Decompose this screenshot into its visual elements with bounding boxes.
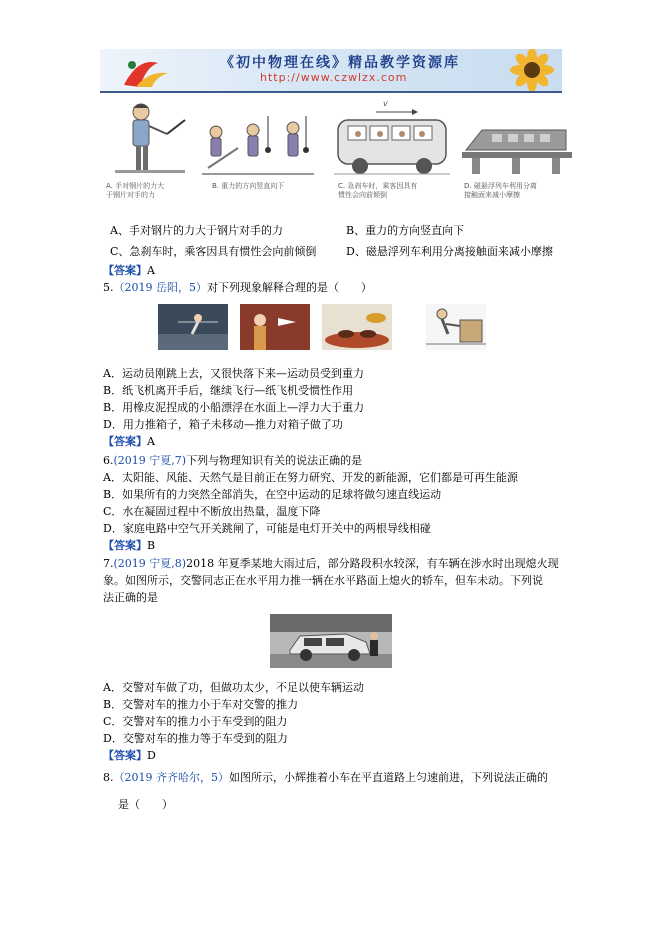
velocity-label: v [383,99,388,108]
figure-b-gravity-direction [198,108,318,180]
q4-figure [100,100,570,208]
q5-stem: 5.（2019 岳阳，5）对下列现象解释合理的是（ ） [103,281,372,294]
q4-option-a: A、手对钢片的力大于钢片对手的力 [110,224,283,237]
q8-stem-line2: 是（ ） [118,798,173,811]
q5-option: B．用橡皮泥捏成的小船漂浮在水面上—浮力大于重力 [103,401,365,414]
q6-option: A．太阳能、风能、天然气是目前正在努力研究、开发的新能源，它们都是可再生能源 [103,471,518,484]
q8-stem-line1: 8.（2019 齐齐哈尔，5）如图所示，小辉推着小车在平直道路上匀速前进，下列说法正确的 [103,771,548,784]
banner-url[interactable]: http://www.czwlzx.com [260,71,408,84]
q6-option: D．家庭电路中空气开关跳闸了，可能是电灯开关中的两根导线相碰 [103,522,431,535]
question-source: （2019 齐齐哈尔，5） [113,771,229,784]
figure-caption-a: A. 手对钢片的力大 于钢片对手的力 [106,182,165,199]
q7-option: D．交警对车的推力等于车受到的阻力 [103,732,288,745]
q7-answer [103,748,156,763]
q5-option: A．运动员刚跳上去，又很快落下来—运动员受到重力 [103,367,364,380]
q5-answer [103,434,155,449]
figure-caption-d: D. 磁悬浮列车利用分离 接触面来减小摩擦 [464,182,537,199]
q7-option: A．交警对车做了功，但做功太少，不足以使车辆运动 [103,681,364,694]
q7-option: C．交警对车的推力小于车受到的阻力 [103,715,288,728]
q4-answer [103,263,155,278]
q7-option: B．交警对车的推力小于车对交警的推力 [103,698,299,711]
figure-a-boy-steel-strip [105,100,195,180]
q4-option-b: B、重力的方向竖直向下 [346,224,465,237]
figure-athlete-jump [158,304,228,350]
question-source: (2019 宁夏,8) [113,557,187,570]
answer-value: A [147,264,155,277]
figure-police-pushing-car [270,614,392,668]
question-source: （2019 岳阳，5） [113,281,207,294]
q5-option: B．纸飞机离开手后，继续飞行—纸飞机受惯性作用 [103,384,354,397]
answer-label: 【答案】 [103,539,147,552]
q4-option-c: C、急刹车时，乘客因具有惯性会向前倾倒 [110,245,317,258]
answer-label: 【答案】 [103,749,147,762]
q6-answer [103,538,155,553]
q5-figures [158,304,498,350]
answer-label: 【答案】 [103,435,147,448]
figure-d-maglev-train [462,114,572,178]
site-logo-icon [122,53,170,89]
answer-value: D [147,749,156,762]
question-source: (2019 宁夏,7) [113,454,187,467]
answer-value: A [147,435,155,448]
figure-push-box [426,304,486,350]
q7-stem-line3: 法正确的是 [103,591,158,604]
figure-caption-b: B. 重力的方向竖直向下 [212,182,285,190]
q6-option: C．水在凝固过程中不断放出热量，温度下降 [103,505,321,518]
figure-caption-c: C. 急刹车时，乘客因具有 惯性会向前倾倒 [338,182,418,199]
banner-title: 《初中物理在线》精品教学资源库 [220,55,460,71]
figure-paper-plane [240,304,310,350]
answer-value: B [147,539,156,552]
q7-stem-line2: 象。如图所示，交警同志正在水平用力推一辆在水平路面上熄火的轿车，但车未动。下列说 [103,574,543,587]
sunflower-icon [502,49,562,91]
figure-clay-boat [322,304,392,350]
q7-stem-line1: 7.(2019 宁夏,8)2018 年夏季某地大雨过后，部分路段积水较深，有车辆在涉水时出现熄火现 [103,557,559,570]
answer-label: 【答案】 [103,264,147,277]
q4-option-d: D、磁悬浮列车利用分离接触面来减小摩擦 [346,245,553,258]
header-banner [100,49,562,93]
q6-option: B．如果所有的力突然全部消失，在空中运动的足球将做匀速直线运动 [103,488,442,501]
q6-stem: 6.(2019 宁夏,7)下列与物理知识有关的说法正确的是 [103,454,363,467]
q5-option: D．用力推箱子，箱子未移动—推力对箱子做了功 [103,418,343,431]
figure-c-bus-braking [332,104,452,180]
